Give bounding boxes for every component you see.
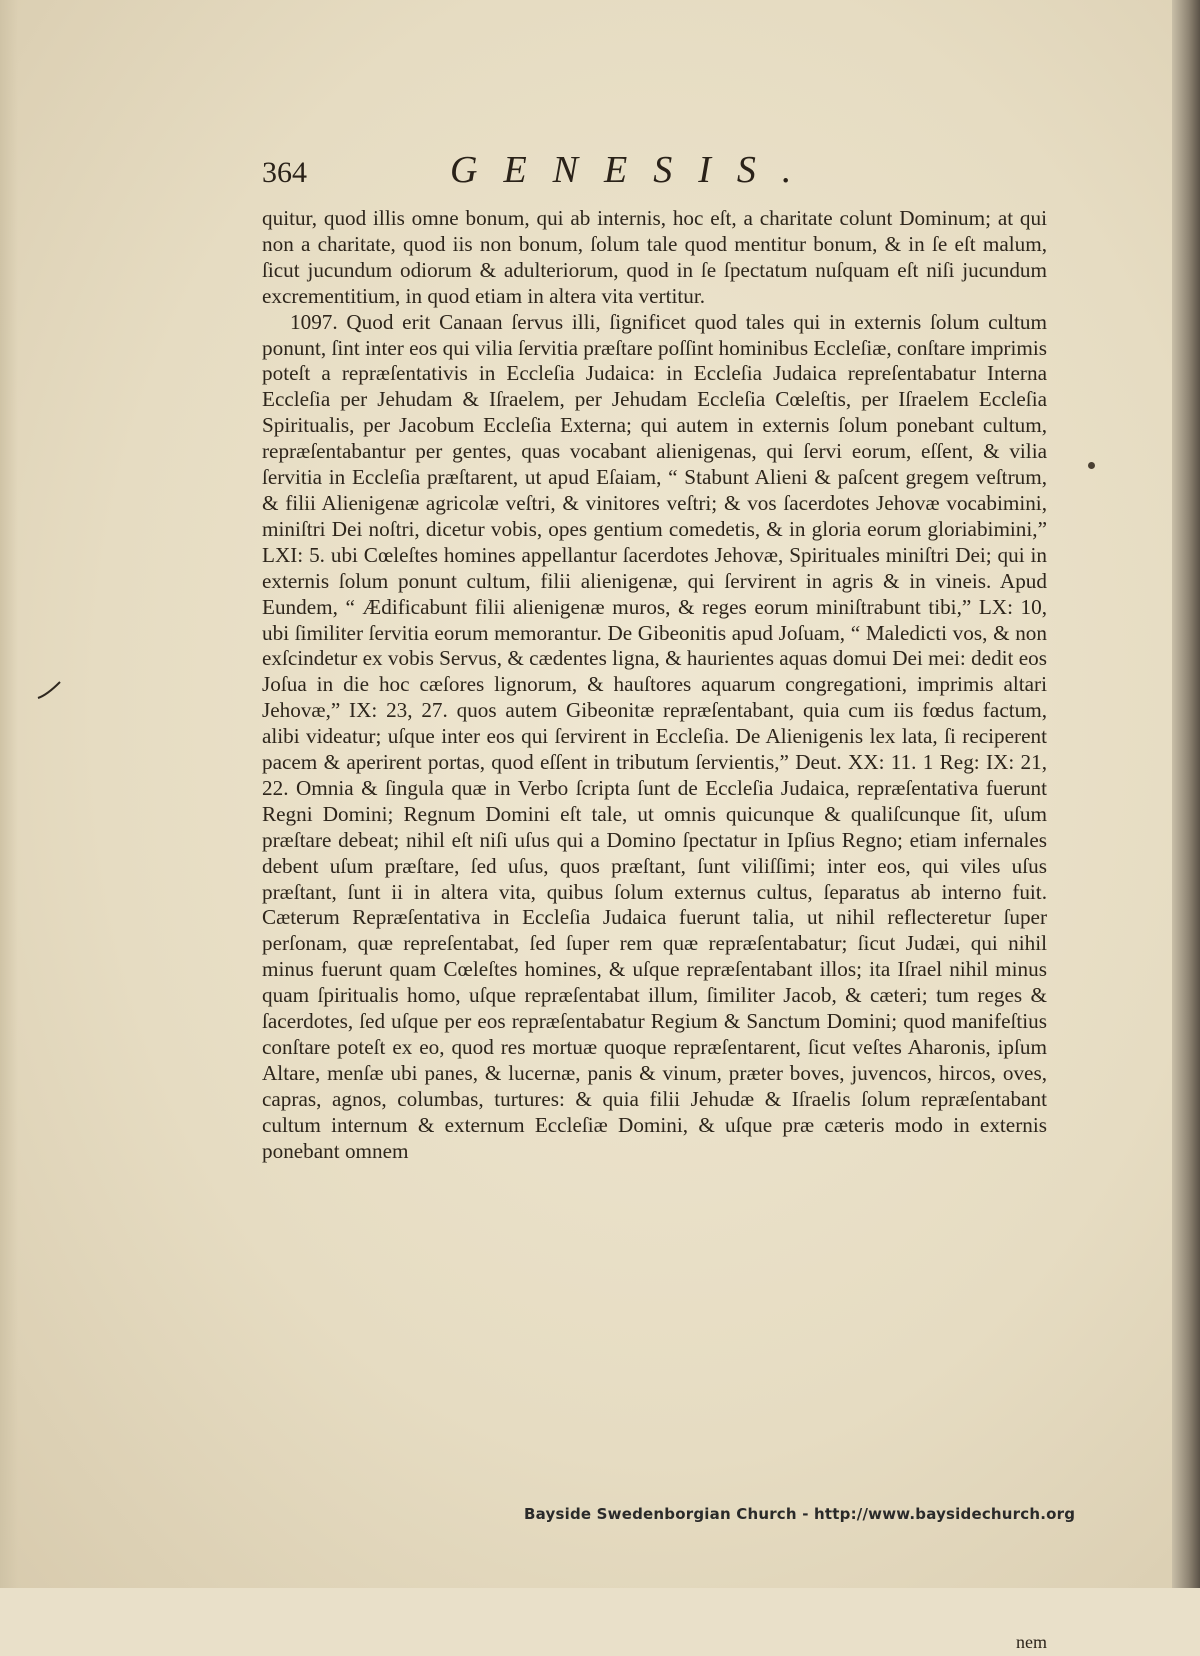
paragraph-continuation: quitur, quod illis omne bonum, qui ab internis, hoc eſt, a charitate colunt Dominum; at qui non a charitate, quod iis non bonum, ſolum tale quod mentitur bonum, & in ſe eſt malum, ſicut jucundum odiorum & adulteriorum, quod in ſe ſpectatum nuſquam eſt niſi jucundum excrementitium, in quod etiam in altera vita vertitur. [262,206,1047,308]
ink-dot [1088,462,1095,469]
paragraph-1097: 1097. Quod erit Canaan ſervus illi, ſignificet quod tales qui in externis ſolum cultum ponunt, ſint inter eos qui vilia ſervitia præſtare poſſint hominibus Eccleſiæ, conſtare imprimis poteſt a repræſentativis in Eccleſia Judaica: in Eccleſia Judaica repreſentabatur Interna Eccleſia per Jehudam & Iſraelem, per Jehudam Eccleſia Cœleſtis, per Iſraelem Eccleſia Spiritualis, per Jacobum Eccleſia Externa; qui autem in externis ſolum ponebant cultum, repræſentabantur per gentes, quas vocabant alienigenas, qui ſervi eorum, eſſent, & vilia ſervitia in Eccleſia præſtarent, ut apud Eſaiam, “ Stabunt Alieni & paſcent gregem veſtrum, & filii Alienigenæ agricolæ veſtri, & vinitores veſtri; & vos ſacerdotes Jehovæ vocabimini, miniſtri Dei noſtri, dicetur vobis, opes gentium comedetis, & in gloria eorum gloriabimini,” LXI: 5. ubi Cœleſtes homines appellantur ſacerdotes Jehovæ, Spirituales miniſtri Dei; qui in externis ſolum ponunt cultum, filii alienigenæ, qui ſervirent in agris & in vineis. Apud Eundem, “ Ædificabunt filii alienigenæ muros, & reges eorum miniſtrabunt tibi,” LX: 10, ubi ſimiliter ſervitia eorum memorantur. De Gibeonitis apud Joſuam, “ Maledicti vos, & non exſcindetur ex vobis Servus, & cædentes ligna, & haurientes aquas domui Dei mei: dedit eos Joſua in die hoc cæſores lignorum, & hauſtores aquarum congregationi, imprimis altari Jehovæ,” IX: 23, 27. quos autem Gibeonitæ repræſentabant, quia cum iis fœdus factum, alibi videatur; uſque inter eos qui ſervirent in Eccleſia. De Alienigenis lex lata, ſi reciperent pacem & aperirent portas, quod eſſent in tributum ſervientis,” Deut. XX: 11. 1 Reg: IX: 21, 22. Omnia & ſingula quæ in Verbo ſcripta ſunt de Eccleſia Judaica, repræſentativa fuerunt Regni Domini; Regnum Domini eſt tale, ut omnis quicunque & qualiſcunque ſit, uſum præſtare debeat; nihil eſt niſi uſus qui a Domino ſpectatur in Ipſius Regno; etiam infernales debent uſum præſtare, ſed uſus, quos præſtant, ſunt viliſſimi; inter eos, qui viles uſus præſtant, ſunt ii in altera vita, quibus ſolum externus cultus, ſeparatus ab interno fuit. Cæterum Repræſentativa in Eccleſia Judaica fuerunt talia, ut nihil reflecteretur ſuper perſonam, quæ repreſentabat, ſed ſuper rem quæ repræſentabatur; ſicut Judæi, qui nihil minus fuerunt quam Cœleſtes homines, & uſque repræſentabant illos; ita Iſrael nihil minus quam ſpiritualis homo, uſque repræſentabat illum, ſimiliter Jacob, & cæteri; tum reges & ſacerdotes, ſed uſque per eos repræſentabatur Regium & Sanctum Domini; quod manifeſtius conſtare poteſt ex eo, quod res mortuæ quoque repræſentarent, ſicut veſtes Aharonis, ipſum Altare, menſæ ubi panes, & lucernæ, panis & vinum, præter boves, juvencos, hircos, oves, capras, agnos, columbas, turtures: & quia filii Jehudæ & Iſraelis ſolum repræſentabant cultum internum & externum Eccleſiæ Domini, & uſque præ cæteris modo in externis ponebant omnem [262,309,1047,1163]
catchword: nem [1016,1632,1047,1652]
page-number: 364 [262,156,307,189]
running-head: GENESIS. [450,149,818,191]
gutter-shadow [0,0,18,1588]
page-edge [1172,0,1200,1588]
margin-tick-mark [36,680,62,702]
footer-credit: Bayside Swedenborgian Church - http://www.baysidechurch.org [524,1505,1076,1523]
page-header [262,148,1052,198]
